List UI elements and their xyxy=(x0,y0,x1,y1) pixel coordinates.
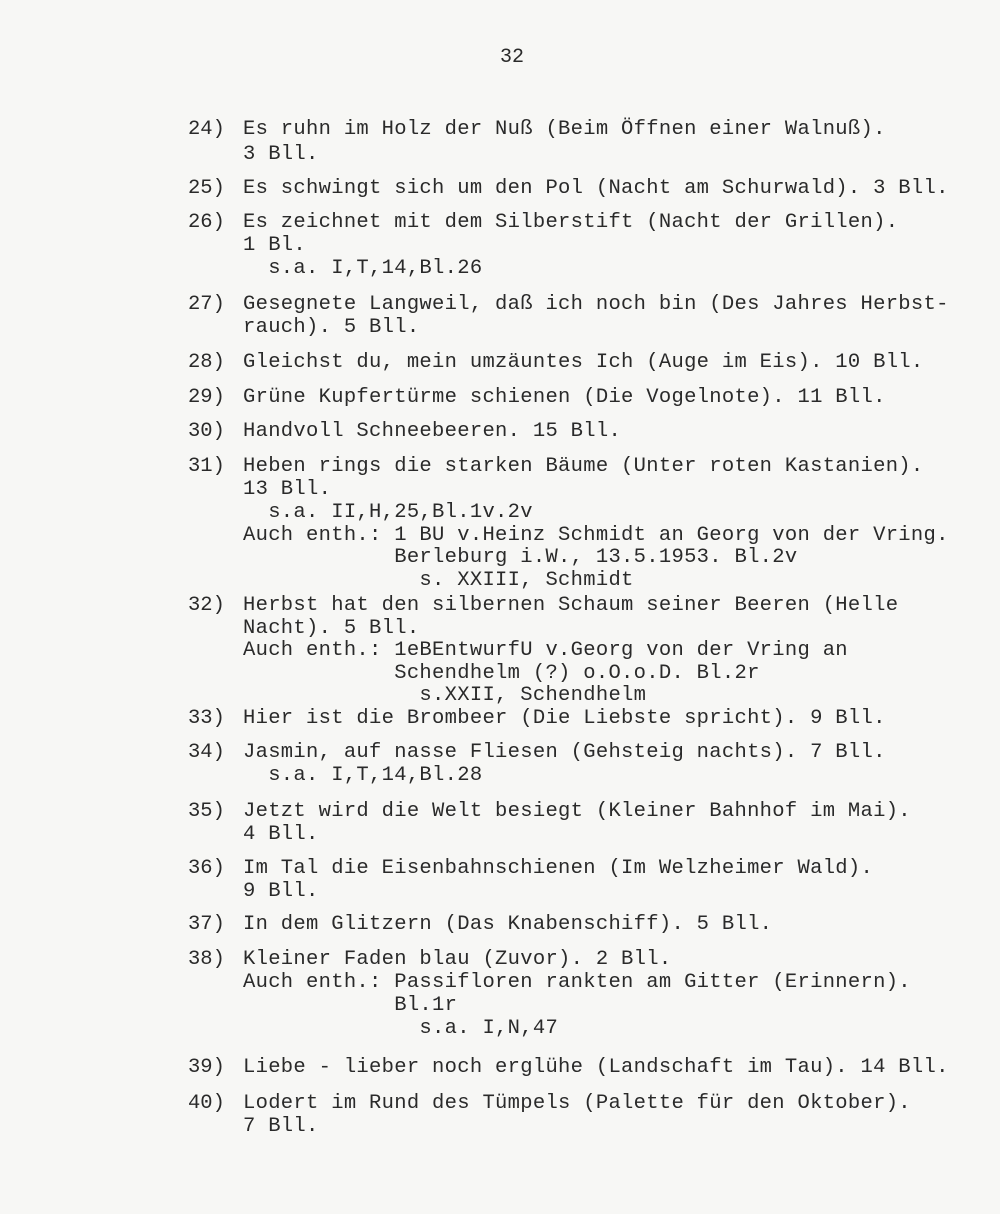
entry-number: 34) xyxy=(188,741,225,764)
entry-line: Hier ist die Brombeer (Die Liebste spricht). 9 Bll. xyxy=(243,707,886,730)
entry-line: Nacht). 5 Bll. xyxy=(243,617,420,640)
entry-line: s.a. I,T,14,Bl.28 xyxy=(243,764,483,787)
entry-line: Kleiner Faden blau (Zuvor). 2 Bll. xyxy=(243,948,672,971)
entry-line: 3 Bll. xyxy=(243,143,319,166)
entry-number: 25) xyxy=(188,177,225,200)
entry-line: Bl.1r xyxy=(243,994,458,1017)
entry-number: 40) xyxy=(188,1092,225,1115)
entry-line: 1 Bl. xyxy=(243,234,307,257)
entry-line: Lodert im Rund des Tümpels (Palette für den Oktober). xyxy=(243,1092,911,1115)
entry-number: 30) xyxy=(188,420,225,443)
page-number: 32 xyxy=(500,46,525,69)
entry-line: Auch enth.: 1eBEntwurfU v.Georg von der Vring an xyxy=(243,639,848,662)
entry-line: s.a. I,T,14,Bl.26 xyxy=(243,257,483,280)
entry-number: 33) xyxy=(188,707,225,730)
entry-line: Es ruhn im Holz der Nuß (Beim Öffnen einer Walnuß). xyxy=(243,118,886,141)
entry-line: Herbst hat den silbernen Schaum seiner Beeren (Helle xyxy=(243,594,899,617)
entry-number: 29) xyxy=(188,386,225,409)
entry-line: Handvoll Schneebeeren. 15 Bll. xyxy=(243,420,622,443)
entry-line: Berleburg i.W., 13.5.1953. Bl.2v xyxy=(243,546,798,569)
entry-number: 31) xyxy=(188,455,225,478)
entry-line: 13 Bll. xyxy=(243,478,332,501)
entry-line: rauch). 5 Bll. xyxy=(243,316,420,339)
entry-line: Im Tal die Eisenbahnschienen (Im Welzheimer Wald). xyxy=(243,857,874,880)
entry-number: 27) xyxy=(188,293,225,316)
entry-line: Gesegnete Langweil, daß ich noch bin (Des Jahres Herbst- xyxy=(243,293,949,316)
entry-line: Schendhelm (?) o.O.o.D. Bl.2r xyxy=(243,662,760,685)
entry-line: s. XXIII, Schmidt xyxy=(243,569,634,592)
entry-line: Liebe - lieber noch erglühe (Landschaft im Tau). 14 Bll. xyxy=(243,1056,949,1079)
entry-line: Es zeichnet mit dem Silberstift (Nacht der Grillen). xyxy=(243,211,899,234)
entry-line: Jetzt wird die Welt besiegt (Kleiner Bahnhof im Mai). xyxy=(243,800,911,823)
entry-line: 7 Bll. xyxy=(243,1115,319,1138)
entry-line: s.a. II,H,25,Bl.1v.2v xyxy=(243,501,533,524)
entry-line: Jasmin, auf nasse Fliesen (Gehsteig nachts). 7 Bll. xyxy=(243,741,886,764)
entry-number: 26) xyxy=(188,211,225,234)
entry-line: 9 Bll. xyxy=(243,880,319,903)
entry-number: 28) xyxy=(188,351,225,374)
entry-line: Heben rings die starken Bäume (Unter roten Kastanien). xyxy=(243,455,924,478)
entry-line: Es schwingt sich um den Pol (Nacht am Schurwald). 3 Bll. xyxy=(243,177,949,200)
entry-line: Gleichst du, mein umzäuntes Ich (Auge im Eis). 10 Bll. xyxy=(243,351,924,374)
entry-line: s.XXII, Schendhelm xyxy=(243,684,647,707)
entry-number: 32) xyxy=(188,594,225,617)
entry-number: 24) xyxy=(188,118,225,141)
entry-line: s.a. I,N,47 xyxy=(243,1017,559,1040)
entry-number: 38) xyxy=(188,948,225,971)
entry-line: Grüne Kupfertürme schienen (Die Vogelnote). 11 Bll. xyxy=(243,386,886,409)
entry-number: 35) xyxy=(188,800,225,823)
entry-line: In dem Glitzern (Das Knabenschiff). 5 Bll. xyxy=(243,913,773,936)
entry-number: 36) xyxy=(188,857,225,880)
entry-line: 4 Bll. xyxy=(243,823,319,846)
entry-number: 37) xyxy=(188,913,225,936)
entry-line: Auch enth.: Passifloren rankten am Gitter (Erinnern). xyxy=(243,971,911,994)
entry-line: Auch enth.: 1 BU v.Heinz Schmidt an Georg von der Vring. xyxy=(243,524,949,547)
entry-number: 39) xyxy=(188,1056,225,1079)
